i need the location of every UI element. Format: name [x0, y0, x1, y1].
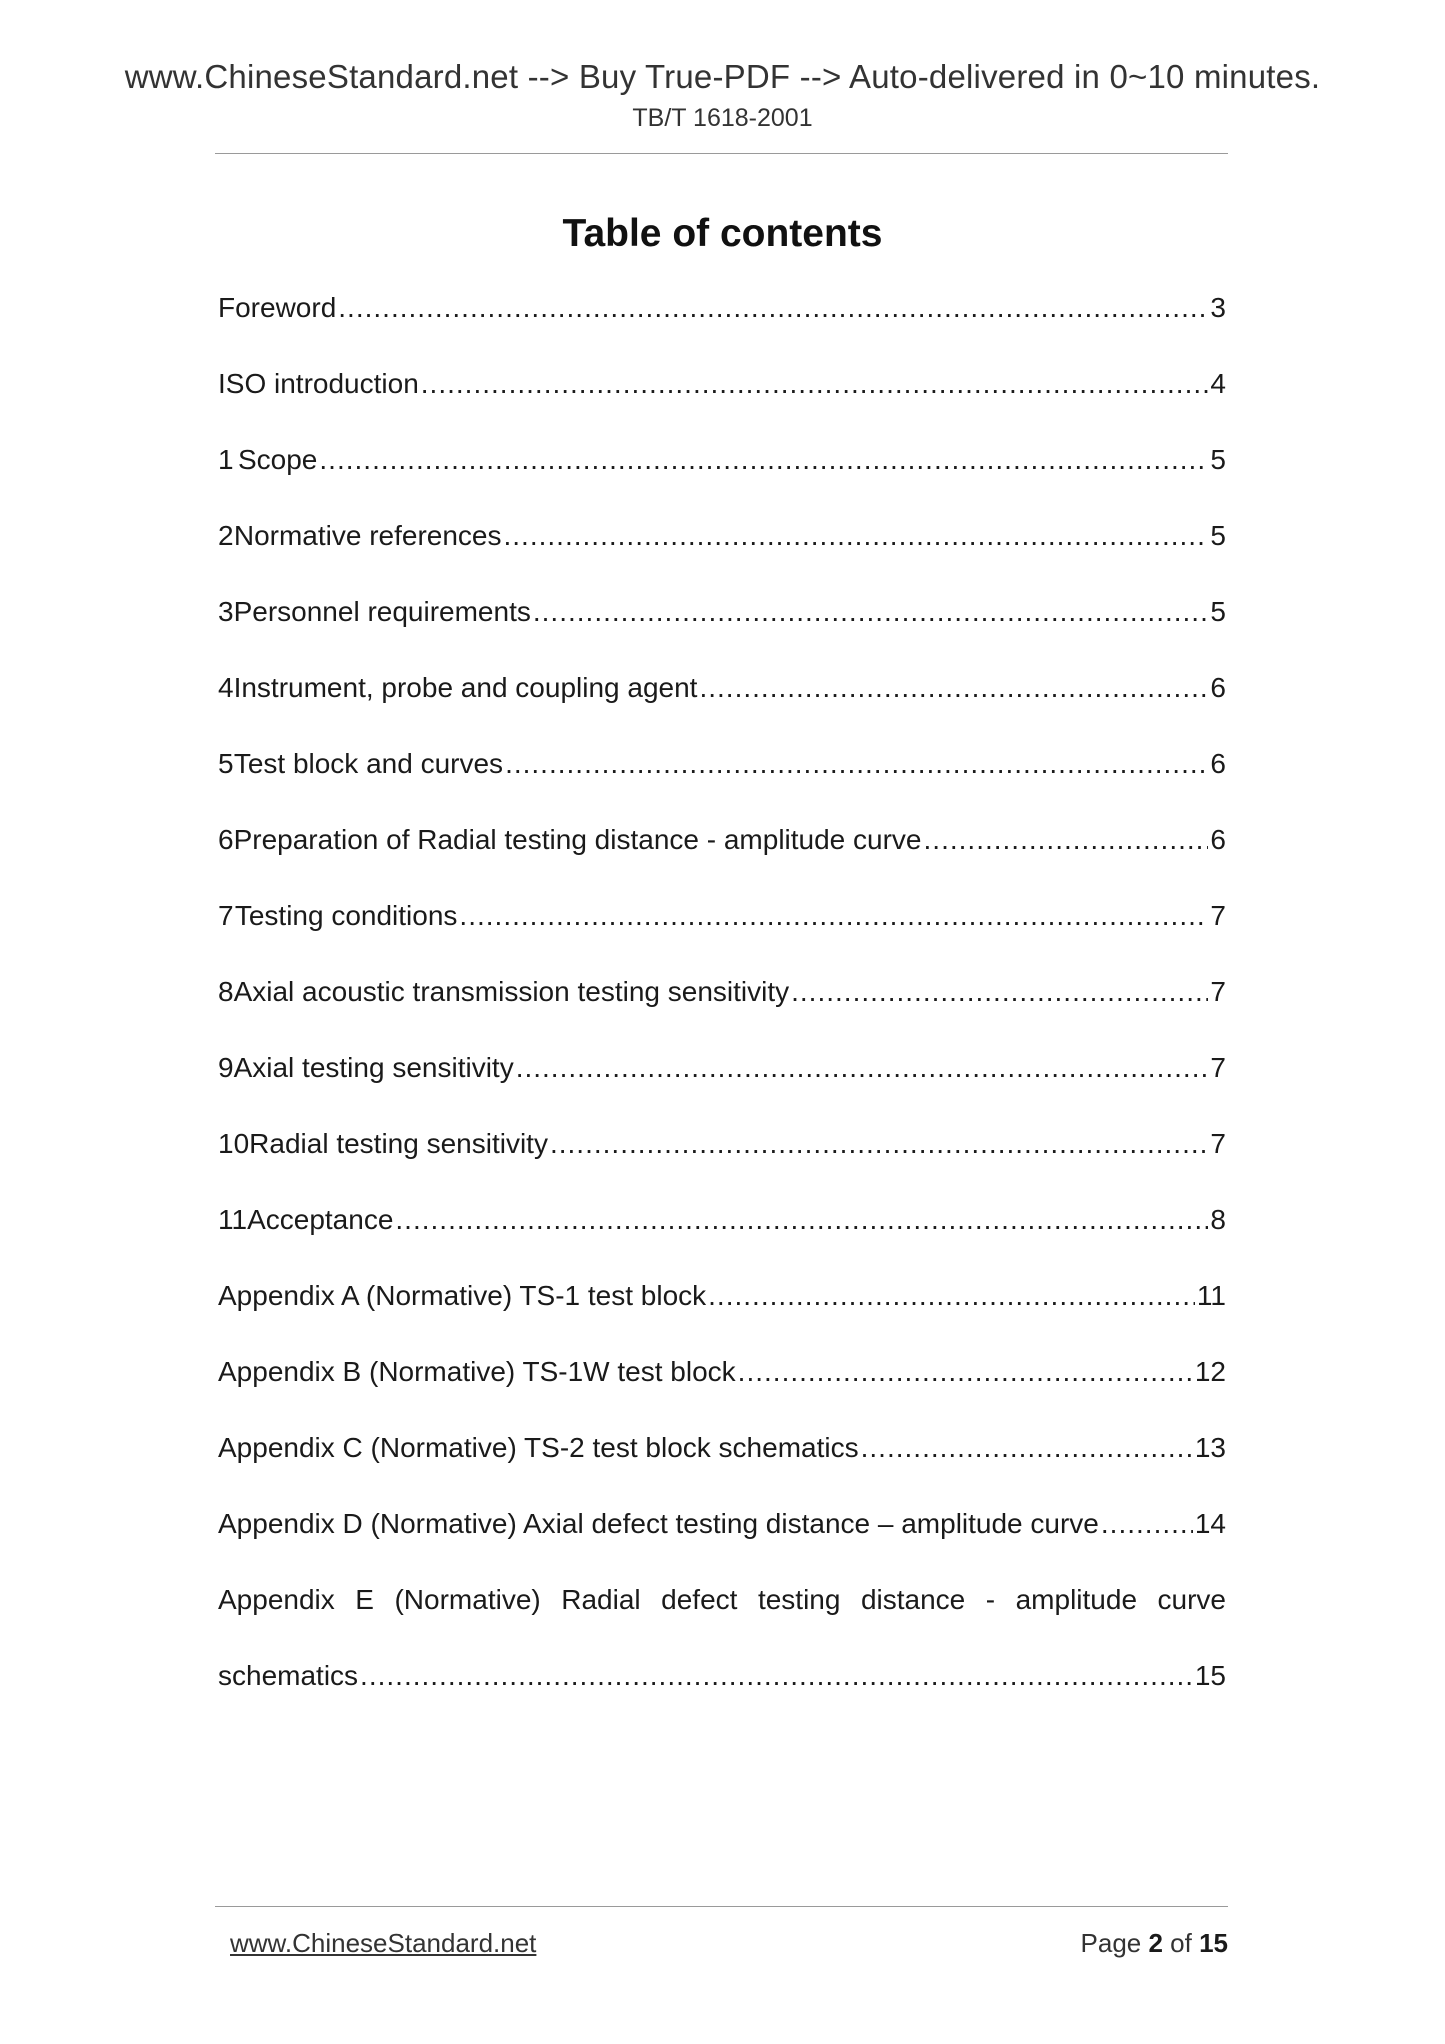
dot-leader [516, 1052, 1209, 1084]
toc-entry-text: Scope [237, 444, 318, 475]
dot-leader [924, 824, 1209, 856]
toc-entry-text: Appendix C (Normative) TS-2 test block schematics [218, 1432, 859, 1463]
toc-page-number: 7 [1210, 1128, 1226, 1159]
toc-entry-word: testing [757, 1584, 841, 1615]
toc-entry-text: Normative references [233, 520, 502, 551]
page-of: of [1162, 1928, 1200, 1958]
toc-entry-text: Appendix A (Normative) TS-1 test block [218, 1280, 707, 1311]
current-page: 2 [1148, 1928, 1163, 1958]
toc-page-number: 5 [1210, 596, 1226, 627]
toc-entry-text [218, 1584, 1226, 1616]
toc-entry-text: Personnel requirements [233, 596, 531, 627]
dot-leader [504, 520, 1209, 552]
toc-entry-testing-conditions[interactable] [218, 900, 1226, 976]
page-prefix: Page [1080, 1928, 1149, 1958]
toc-entry-text: Axial acoustic transmission testing sensitivity [233, 976, 790, 1007]
toc-page-number: 7 [1210, 976, 1226, 1007]
toc-entry-appendix-c[interactable] [218, 1432, 1226, 1508]
dot-leader [699, 672, 1208, 704]
toc-entry-appendix-b[interactable] [218, 1356, 1226, 1432]
dot-leader [550, 1128, 1208, 1160]
toc-entry-word: E [355, 1584, 374, 1615]
toc-page-number: 6 [1210, 824, 1226, 855]
toc-page-number: 15 [1194, 1660, 1226, 1691]
toc-section-number: 4 [218, 672, 234, 703]
toc-page-number: 12 [1194, 1356, 1226, 1387]
dot-leader [1101, 1508, 1193, 1540]
toc-section-number: 5 [218, 748, 234, 779]
toc-entry-word: Radial [561, 1584, 641, 1615]
toc-section-number: 6 [218, 824, 234, 855]
toc-entry-test-block-curves[interactable] [218, 748, 1226, 824]
toc-page-number: 14 [1194, 1508, 1226, 1539]
dot-leader [421, 368, 1209, 400]
toc-entry-instrument-probe[interactable] [218, 672, 1226, 748]
toc-entry-text: Testing conditions [234, 900, 458, 931]
toc-entry-text: Foreword [218, 292, 337, 323]
toc-section-number: 11 [218, 1204, 248, 1235]
toc-page-number: 6 [1210, 748, 1226, 779]
toc-page-number: 3 [1210, 292, 1226, 323]
header-banner: www.ChineseStandard.net --> Buy True-PDF --> Auto-delivered in 0~10 minutes. [124, 58, 1321, 95]
toc-entry-appendix-e[interactable] [218, 1584, 1226, 1660]
toc-entry-text: Appendix D (Normative) Axial defect testing distance – amplitude curve [218, 1508, 1099, 1539]
toc-entry-word: Appendix [218, 1584, 335, 1615]
table-of-contents [218, 292, 1226, 1736]
dot-leader [738, 1356, 1193, 1388]
toc-page-number: 6 [1210, 672, 1226, 703]
toc-entry-normative-references[interactable] [218, 520, 1226, 596]
toc-entry-personnel-requirements[interactable] [218, 596, 1226, 672]
toc-entry-acceptance[interactable] [218, 1204, 1226, 1280]
header-divider [215, 153, 1228, 154]
toc-entry-axial-testing-sensitivity[interactable] [218, 1052, 1226, 1128]
toc-entry-word: distance [860, 1584, 966, 1615]
toc-entry-word: amplitude [1015, 1584, 1138, 1615]
toc-section-number: 2 [218, 520, 234, 551]
toc-section-number: 8 [218, 976, 234, 1007]
total-pages: 15 [1199, 1928, 1228, 1958]
dot-leader [861, 1432, 1193, 1464]
toc-entry-text: Preparation of Radial testing distance - amplitude curve [233, 824, 922, 855]
toc-entry-word: curve [1157, 1584, 1226, 1615]
toc-entry-radial-testing-sensitivity[interactable] [218, 1128, 1226, 1204]
toc-page-number: 13 [1194, 1432, 1226, 1463]
toc-entry-text: Acceptance [247, 1204, 394, 1235]
document-code: TB/T 1618-2001 [632, 104, 813, 132]
dot-leader [791, 976, 1208, 1008]
toc-entry-axial-acoustic-sensitivity[interactable] [218, 976, 1226, 1052]
toc-entry-scope[interactable] [218, 444, 1226, 520]
toc-page-number: 5 [1210, 520, 1226, 551]
dot-leader [395, 1204, 1208, 1236]
page-number [1081, 1928, 1228, 1959]
footer-divider [215, 1906, 1228, 1907]
toc-page-number: 7 [1210, 900, 1226, 931]
toc-entry-text: Axial testing sensitivity [233, 1052, 514, 1083]
toc-entry-text: Radial testing sensitivity [249, 1128, 548, 1159]
toc-entry-word: - [985, 1584, 996, 1615]
toc-section-number: 9 [218, 1052, 234, 1083]
toc-page-number: 4 [1210, 368, 1226, 399]
page-title: Table of contents [562, 212, 883, 255]
toc-entry-appendix-e-continued[interactable] [218, 1660, 1226, 1736]
toc-section-number: 7 [218, 900, 234, 931]
toc-page-number: 7 [1210, 1052, 1226, 1083]
dot-leader [459, 900, 1208, 932]
toc-entry-text: Test block and curves [233, 748, 504, 779]
dot-leader [708, 1280, 1195, 1312]
toc-entry-appendix-a[interactable] [218, 1280, 1226, 1356]
toc-entry-text: Appendix B (Normative) TS-1W test block [218, 1356, 736, 1387]
toc-entry-iso-introduction[interactable] [218, 368, 1226, 444]
toc-entry-text: schematics [218, 1660, 359, 1691]
dot-leader [533, 596, 1209, 628]
dot-leader [360, 1660, 1193, 1692]
dot-leader [319, 444, 1208, 476]
toc-section-number: 3 [218, 596, 234, 627]
toc-section-number: 10 [218, 1128, 250, 1159]
toc-entry-appendix-d[interactable] [218, 1508, 1226, 1584]
toc-section-number: 1 [218, 444, 234, 475]
toc-entry-word: defect [661, 1584, 738, 1615]
toc-entry-text: ISO introduction [218, 368, 419, 399]
toc-entry-foreword[interactable] [218, 292, 1226, 368]
toc-page-number: 8 [1210, 1204, 1226, 1235]
toc-entry-text: Instrument, probe and coupling agent [233, 672, 698, 703]
toc-page-number: 11 [1196, 1280, 1226, 1311]
dot-leader [338, 292, 1208, 324]
dot-leader [505, 748, 1208, 780]
toc-entry-radial-curve-preparation[interactable] [218, 824, 1226, 900]
toc-entry-word: (Normative) [394, 1584, 541, 1615]
toc-page-number: 5 [1210, 444, 1226, 475]
footer-website-link[interactable]: www.ChineseStandard.net [230, 1928, 537, 1958]
